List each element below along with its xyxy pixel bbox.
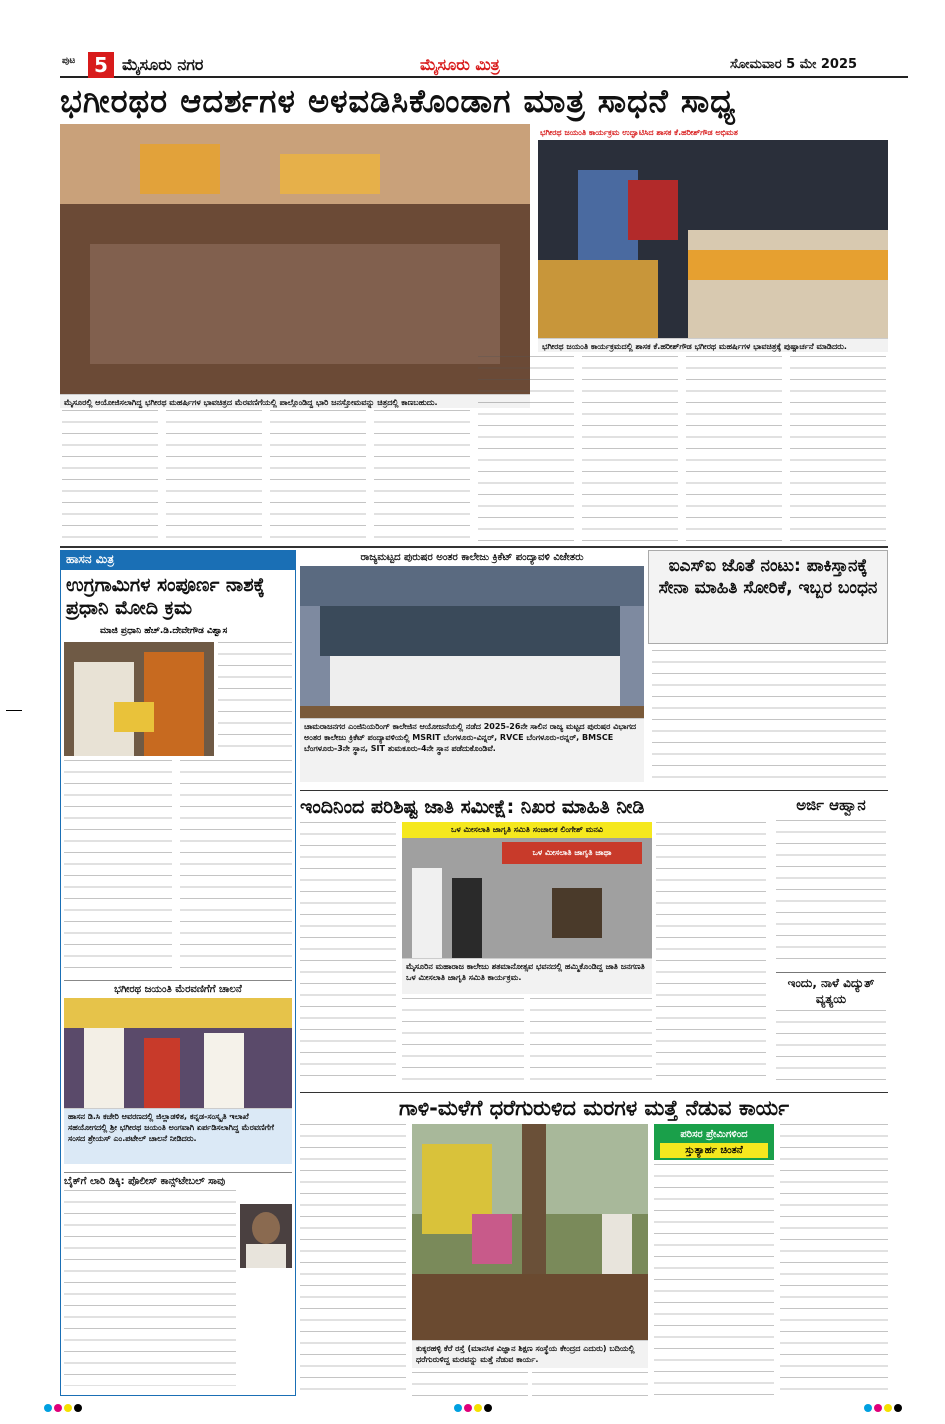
lead-headline: ಭಗೀರಥರ ಆದರ್ಶಗಳ ಅಳವಡಿಸಿಕೊಂಡಾಗ ಮಾತ್ರ ಸಾಧನೆ ಸಾಧ್ಯ <box>60 82 737 120</box>
stage-photo <box>538 140 888 338</box>
hassan-subhead: ಮಾಜಿ ಪ್ರಧಾನಿ ಹೆಚ್.ಡಿ.ದೇವೇಗೌಡ ವಿಶ್ವಾಸ <box>100 626 228 636</box>
devegowda-photo <box>64 642 214 756</box>
hassan-story3-head: ಬೈಕ್‌ಗೆ ಲಾರಿ ಡಿಕ್ಕಿ: ಪೊಲೀಸ್ ಕಾನ್ಸ್‌ಟೇಬಲ್ ಸಾವು <box>64 1172 292 1187</box>
trees-body-col-3 <box>532 1372 648 1396</box>
registration-dots <box>44 1404 904 1414</box>
caste-body-col-4 <box>656 822 766 1086</box>
hassan-body-col-1 <box>64 760 172 974</box>
caste-body-col-1 <box>300 822 396 1086</box>
lead-body-col-6 <box>582 356 678 544</box>
applications-body <box>776 820 886 968</box>
isi-headline: ಐಎಸ್‌ಐ ಜೊತೆ ನಂಟು: ಪಾಕಿಸ್ತಾನಕ್ಕೆ ಸೇನಾ ಮಾಹಿತಿ ಸೋರಿಕೆ, ಇಬ್ಬರ ಬಂಧನ <box>648 550 888 644</box>
section-name: ಮೈಸೂರು ನಗರ <box>122 55 204 74</box>
trees-headline: ಗಾಳಿ-ಮಳೆಗೆ ಧರೆಗುರುಳಿದ ಮರಗಳ ಮತ್ತೆ ನೆಡುವ ಕಾರ್ಯ <box>398 1096 790 1120</box>
lead-body-col-5 <box>478 356 574 544</box>
stage-photo-caption: ಭಗೀರಥ ಜಯಂತಿ ಕಾರ್ಯಕ್ರಮದಲ್ಲಿ ಶಾಸಕ ಕೆ.ಹರೀಶ್‌ಗೌಡ ಭಗೀರಥ ಮಹರ್ಷಿಗಳ ಭಾವಚಿತ್ರಕ್ಕೆ ಪುಷ್ಪಾರ್ಚನೆ ಮಾಡಿದರು. <box>538 338 888 352</box>
caste-headline: ಇಂದಿನಿಂದ ಪರಿಶಿಷ್ಟ ಜಾತಿ ಸಮೀಕ್ಷೆ: ನಿಖರ ಮಾಹಿತಿ ನೀಡಿ <box>300 796 645 818</box>
bhagiratha-hassan-caption: ಹಾಸನ ಡಿ.ಸಿ ಕಚೇರಿ ಆವರಣದಲ್ಲಿ ಜಿಲ್ಲಾಡಳಿತ, ಕನ್ನಡ-ಸಂಸ್ಕೃತಿ ಇಲಾಖೆ ಸಹಯೋಗದಲ್ಲಿ ಶ್ರೀ ಭಗೀರಥ ಜಯಂತಿ ಅಂಗವಾಗಿ ಏರ್ಪಡಿಸಲಾಗಿದ್ದ ಮೆರವಣಿಗೆಗೆ ಸಂಸದ ಶ್ರೇಯಸ್ ಎಂ.ಪಟೇಲ್ ಚಾಲನೆ ನೀಡಿದರು. <box>64 1108 292 1164</box>
lead-body-col-4 <box>374 410 470 544</box>
tree-planting-caption: ಕುಕ್ಕರಹಳ್ಳಿ ಕೆರೆ ರಸ್ತೆ (ಮಾನಸಿಕ ವಿಜ್ಞಾನ ಶಿಕ್ಷಣ ಸಂಸ್ಥೆಯ ಕೇಂದ್ರದ ಎದುರು) ಬದಿಯಲ್ಲಿ ಧರೆಗುರುಳಿದ್ದ ಮರವನ್ನು ಮತ್ತೆ ನೆಡುವ ಕಾರ್ಯ. <box>412 1340 648 1368</box>
trees-body-col-1 <box>300 1124 406 1396</box>
power-cut-head: ಇಂದು, ನಾಳೆ ವಿದ್ಯುತ್ ವ್ಯತ್ಯಯ <box>776 972 886 1007</box>
procession-photo <box>60 124 530 394</box>
applications-head: ಅರ್ಜಿ ಆಹ್ವಾನ <box>796 796 866 814</box>
cricket-headline: ರಾಜ್ಯಮಟ್ಟದ ಪುರುಷರ ಅಂತರ ಕಾಲೇಜು ಕ್ರಿಕೆಟ್ ಪಂದ್ಯಾವಳಿ ವಿಜೇತರು <box>360 552 584 563</box>
lead-body-col-1 <box>62 410 158 544</box>
hassan-body-side <box>218 642 292 754</box>
hassan-box-title: ಹಾಸನ ಮಿತ್ರ <box>60 550 296 570</box>
trees-body-col-5 <box>780 1124 888 1396</box>
cricket-caption: ಚಾಮರಾಜನಗರ ಎಂಜಿನಿಯರಿಂಗ್ ಕಾಲೇಜಿನ ಆಯೋಜನೆಯಲ್ಲಿ ನಡೆದ 2025-26ನೇ ಸಾಲಿನ ರಾಜ್ಯ ಮಟ್ಟದ ಪುರುಷರ ವಿಭಾಗದ ಅಂತರ ಕಾಲೇಜು ಕ್ರಿಕೆಟ್ ಪಂದ್ಯಾವಳಿಯಲ್ಲಿ MSRIT ಬೆಂಗಳೂರು-ವಿನ್ನರ್, RVCE ಬೆಂಗಳೂರು-ರನ್ನರ್, BMSCE ಬೆಂಗಳೂರು-3ನೇ ಸ್ಥಾನ, SIT ತುಮಕೂರು-4ನೇ ಸ್ಥಾನ ಪಡೆದುಕೊಂಡಿವೆ. <box>300 718 644 782</box>
masthead: ಮೈಸೂರು ಮಿತ್ರ <box>420 55 500 74</box>
lead-body-col-3 <box>270 410 366 544</box>
hassan-story2-head: ಭಗೀರಥ ಜಯಂತಿ ಮೆರವಣಿಗೆಗೆ ಚಾಲನೆ <box>64 980 292 995</box>
lead-body-col-2 <box>166 410 262 544</box>
crop-mark <box>6 710 22 711</box>
procession-photo-caption: ಮೈಸೂರಲ್ಲಿ ಆಯೋಜಿಸಲಾಗಿದ್ದ ಭಗೀರಥ ಮಹರ್ಷಿಗಳ ಭಾವಚಿತ್ರದ ಮೆರವಣಿಗೆಯಲ್ಲಿ ಪಾಲ್ಗೊಂಡಿದ್ದ ಭಾರಿ ಜನಸ್ತೋಮವನ್ನು ಚಿತ್ರದಲ್ಲಿ ಕಾಣಬಹುದು. <box>60 394 530 408</box>
trees-sidebar-head-line2: ಸ್ತುತ್ಯಾರ್ಹ ಚಿಂತನೆ <box>660 1143 768 1158</box>
trees-sidebar-head-line1: ಪರಿಸರ ಪ್ರೇಮಿಗಳಿಂದ <box>680 1129 748 1140</box>
isi-body <box>652 650 886 780</box>
jatha-banner: ಒಳ ಮೀಸಲಾತಿ ಜಾಗೃತಿ ಜಾಥಾ <box>502 842 642 864</box>
dateline: ಸೋಮವಾರ 5 ಮೇ 2025 <box>730 57 858 72</box>
lead-body-col-7 <box>686 356 782 544</box>
bhagiratha-hassan-photo <box>64 998 292 1108</box>
divider <box>60 546 888 548</box>
power-cut-body <box>776 1010 886 1086</box>
caste-photo-caption: ಮೈಸೂರಿನ ಮಹಾರಾಜ ಕಾಲೇಜು ಶತಮಾನೋತ್ಸವ ಭವನದಲ್ಲಿ ಹಮ್ಮಿಕೊಂಡಿದ್ದ ಜಾತಿ ಜನಗಣತಿ ಒಳ ಮೀಸಲಾತಿ ಜಾಗೃತಿ ಸಮಿತಿ ಕಾರ್ಯಕ್ರಮ. <box>402 958 652 994</box>
tree-planting-photo <box>412 1124 648 1340</box>
caste-body-col-3 <box>530 998 652 1086</box>
lead-body-col-8 <box>790 356 886 544</box>
trees-sidebar-head <box>654 1124 774 1160</box>
cricket-team-photo <box>300 566 644 718</box>
caste-photo-head: ಒಳ ಮೀಸಲಾತಿ ಜಾಗೃತಿ ಸಮಿತಿ ಸಂಚಾಲಕ ಲಿಂಗೇಶ್ ಮನವಿ <box>402 822 652 838</box>
caste-meeting-photo <box>402 838 652 958</box>
constable-photo <box>240 1204 292 1268</box>
trees-body-col-4 <box>654 1164 774 1396</box>
page-number: 5 <box>88 52 114 78</box>
hassan-headline: ಉಗ್ರಗಾಮಿಗಳ ಸಂಪೂರ್ಣ ನಾಶಕ್ಕೆ ಪ್ರಧಾನಿ ಮೋದಿ ಕ್ರಮ <box>66 574 265 619</box>
hassan-story3-body <box>64 1190 236 1386</box>
trees-body-col-2 <box>412 1372 528 1396</box>
caste-body-col-2 <box>402 998 524 1086</box>
divider <box>300 1092 888 1093</box>
page-tag: ಪುಟ <box>62 56 76 66</box>
hassan-body-col-2 <box>180 760 292 974</box>
lead-kicker: ಭಗೀರಥ ಜಯಂತಿ ಕಾರ್ಯಕ್ರಮ ಉದ್ಘಾಟಿಸಿದ ಶಾಸಕ ಕೆ.ಹರೀಶ್‌ಗೌಡ ಅಭಿಮತ <box>540 128 738 137</box>
divider <box>300 790 888 791</box>
